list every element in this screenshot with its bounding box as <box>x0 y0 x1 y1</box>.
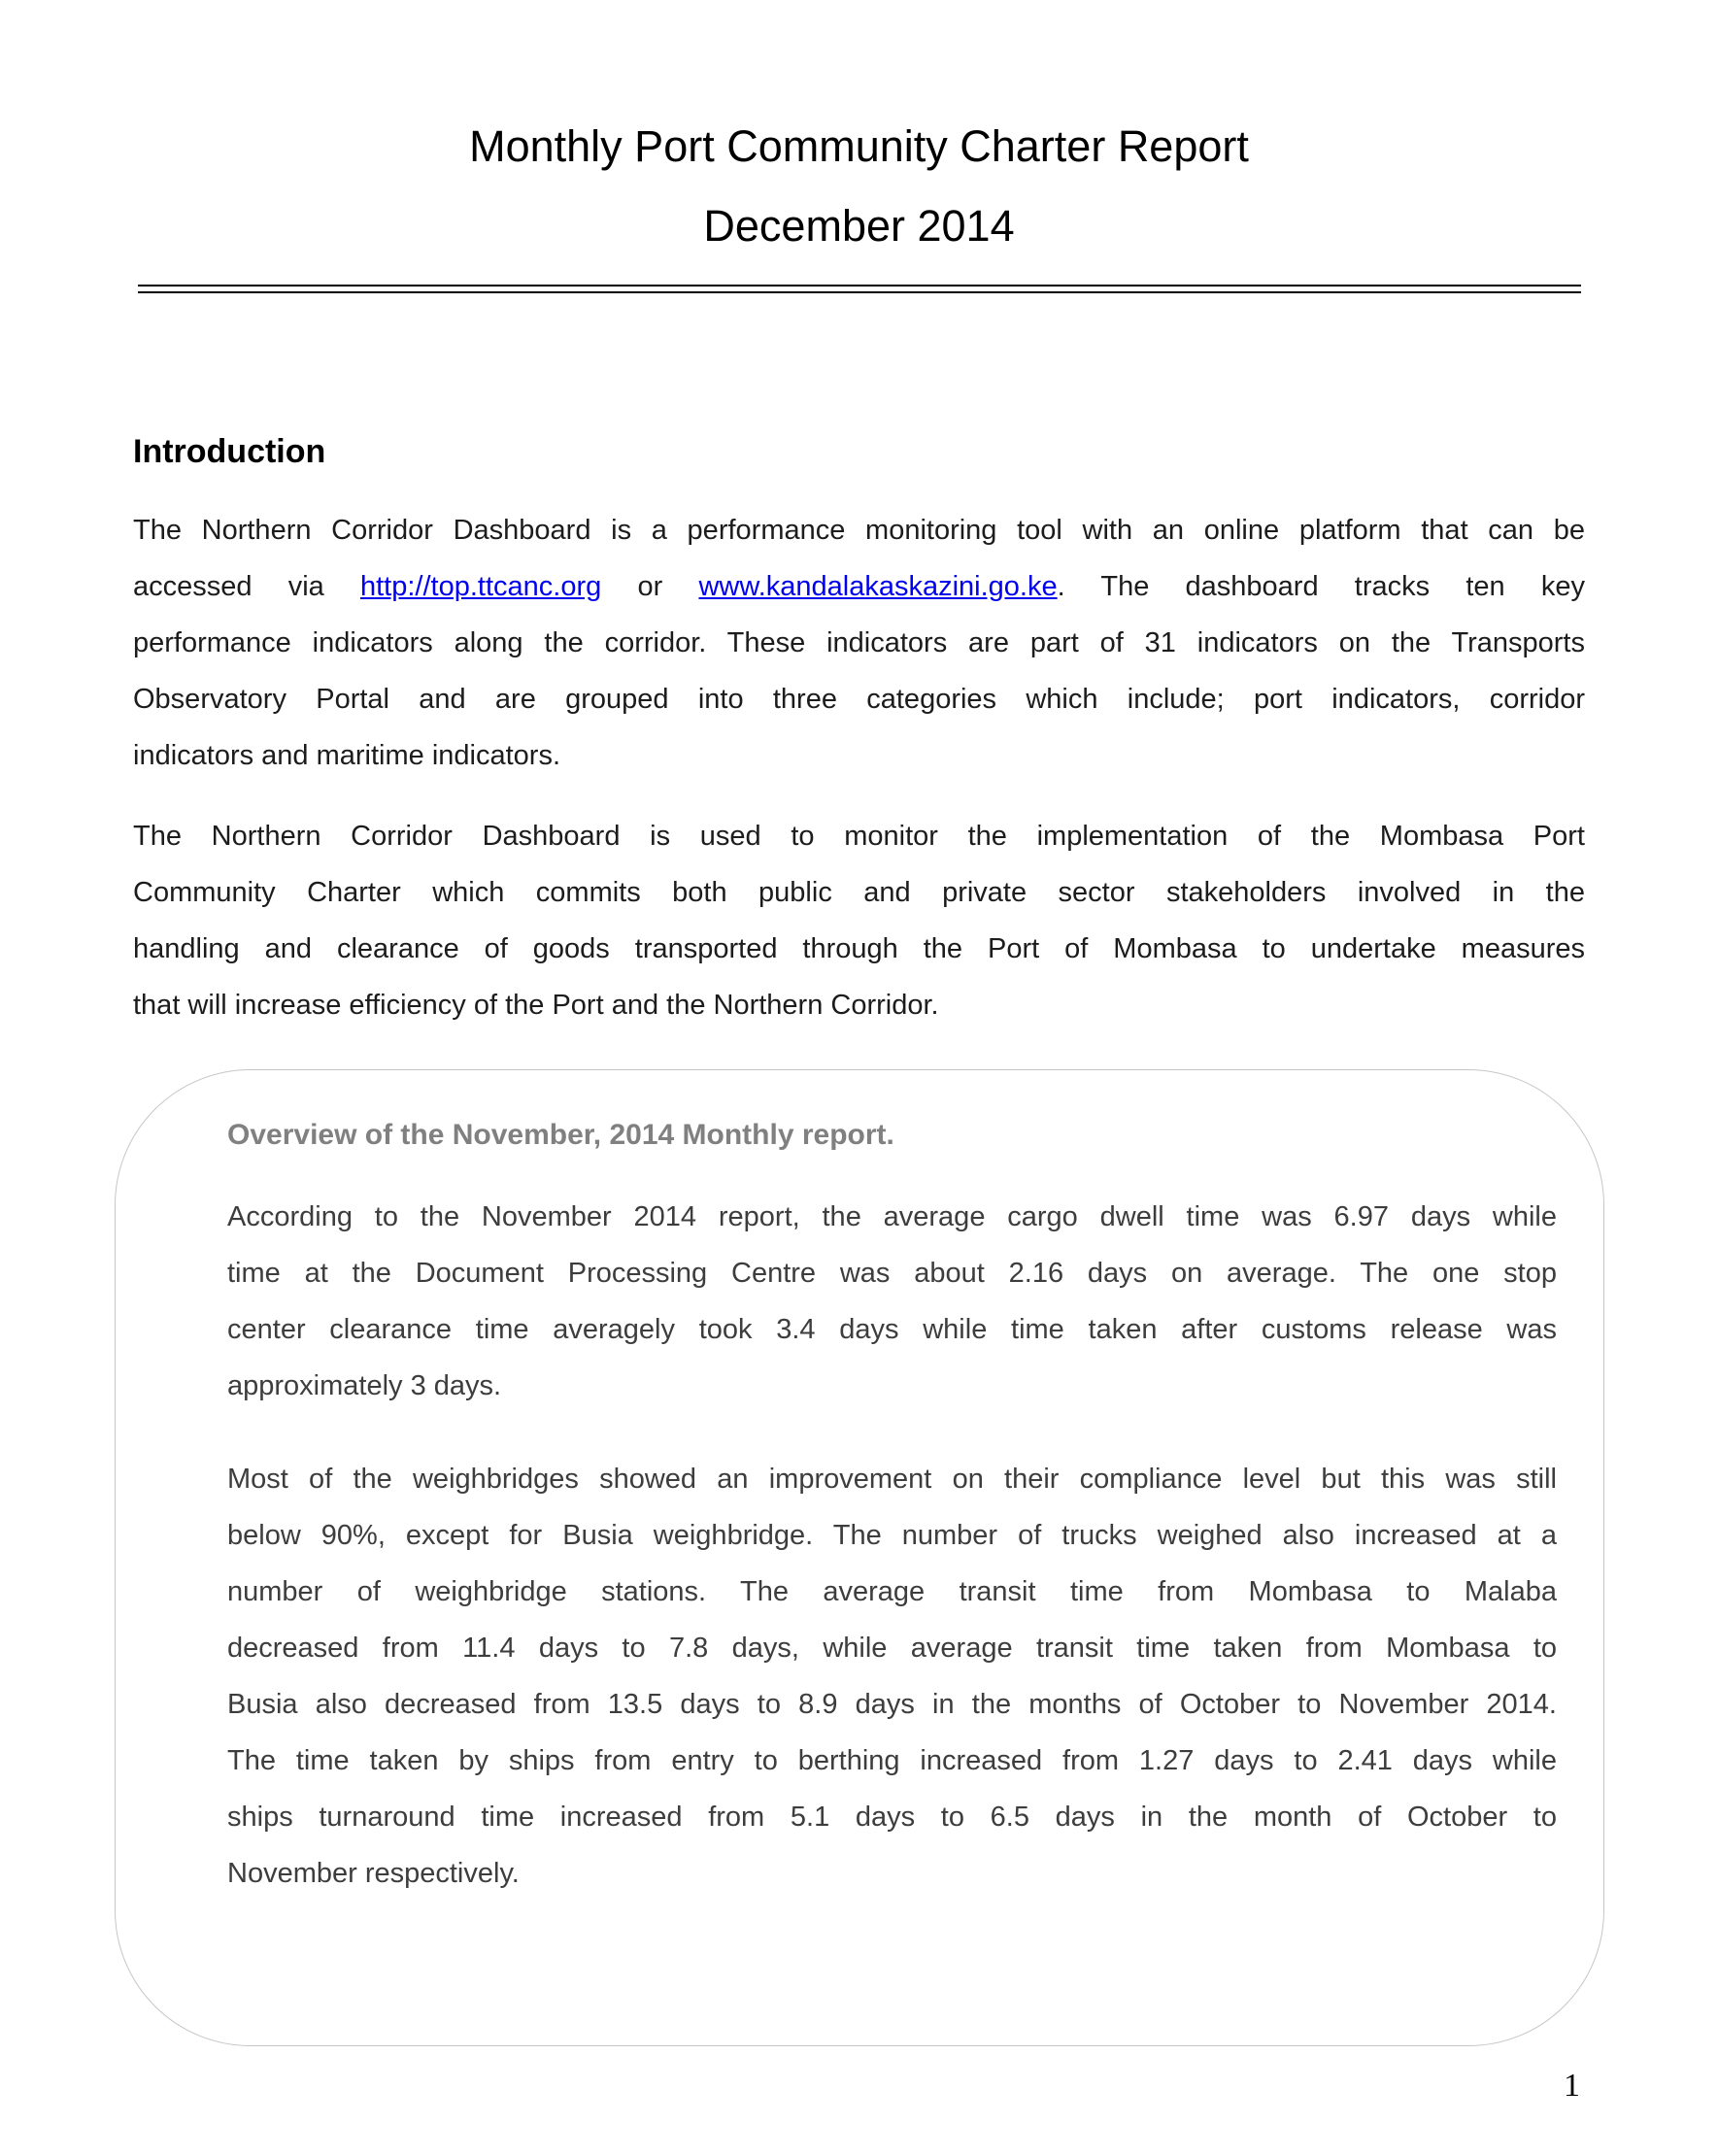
text-line: number of weighbridge stations. The average transit time from Mombasa to Malaba <box>227 1576 1557 1607</box>
overview-paragraph-1 <box>227 1189 1557 1414</box>
overview-paragraph-2 <box>227 1451 1557 1902</box>
text-line: below 90%, except for Busia weighbridge. The number of trucks weighed also increased at a <box>227 1520 1557 1551</box>
report-title: Monthly Port Community Charter Report <box>469 121 1249 171</box>
text-line: indicators and maritime indicators. <box>133 740 561 771</box>
text-line: center clearance time averagely took 3.4 days while time taken after customs release was <box>227 1314 1557 1345</box>
text-line: that will increase efficiency of the Port and the Northern Corridor. <box>133 990 939 1021</box>
text-line: The Northern Corridor Dashboard is a performance monitoring tool with an online platform that can be <box>133 515 1585 546</box>
link-kandalakaskazini[interactable]: www.kandalakaskazini.go.ke <box>698 571 1058 602</box>
report-title-block <box>133 0 1585 266</box>
text-line: Community Charter which commits both public and private sector stakeholders involved in the <box>133 877 1585 908</box>
text-segment: accessed via <box>133 571 360 602</box>
document-body <box>133 431 1585 1033</box>
text-segment: . The dashboard tracks ten key <box>1057 571 1585 602</box>
text-line: ships turnaround time increased from 5.1 days to 6.5 days in the month of October to <box>227 1802 1557 1833</box>
text-line-with-links <box>133 558 1585 615</box>
intro-paragraph-2 <box>133 808 1585 1033</box>
text-line: performance indicators along the corridor. These indicators are part of 31 indicators on the Transports <box>133 627 1585 658</box>
text-line: Observatory Portal and are grouped into three categories which include; port indicators, corridor <box>133 684 1585 715</box>
text-line: The time taken by ships from entry to berthing increased from 1.27 days to 2.41 days while <box>227 1745 1557 1776</box>
text-line: Most of the weighbridges showed an improvement on their compliance level but this was still <box>227 1464 1557 1495</box>
text-line: approximately 3 days. <box>227 1370 502 1401</box>
double-horizontal-rule <box>138 285 1581 293</box>
text-line: According to the November 2014 report, the average cargo dwell time was 6.97 days while <box>227 1201 1557 1232</box>
text-line: The Northern Corridor Dashboard is used to monitor the implementation of the Mombasa Port <box>133 821 1585 852</box>
text-line: time at the Document Processing Centre was about 2.16 days on average. The one stop <box>227 1258 1557 1289</box>
overview-rounded-box <box>115 1069 1604 2046</box>
text-line: handling and clearance of goods transported through the Port of Mombasa to undertake measures <box>133 933 1585 964</box>
text-line: decreased from 11.4 days to 7.8 days, while average transit time taken from Mombasa to <box>227 1633 1557 1664</box>
text-line: Busia also decreased from 13.5 days to 8.9 days in the months of October to November 2014. <box>227 1689 1557 1720</box>
introduction-heading: Introduction <box>133 433 326 470</box>
link-ttcanc[interactable]: http://top.ttcanc.org <box>360 571 602 602</box>
text-segment: or <box>601 571 699 602</box>
page-number: 1 <box>1564 2068 1580 2104</box>
report-date: December 2014 <box>703 201 1015 251</box>
overview-heading: Overview of the November, 2014 Monthly report. <box>227 1119 894 1151</box>
text-line: November respectively. <box>227 1858 520 1889</box>
intro-paragraph-1 <box>133 502 1585 784</box>
